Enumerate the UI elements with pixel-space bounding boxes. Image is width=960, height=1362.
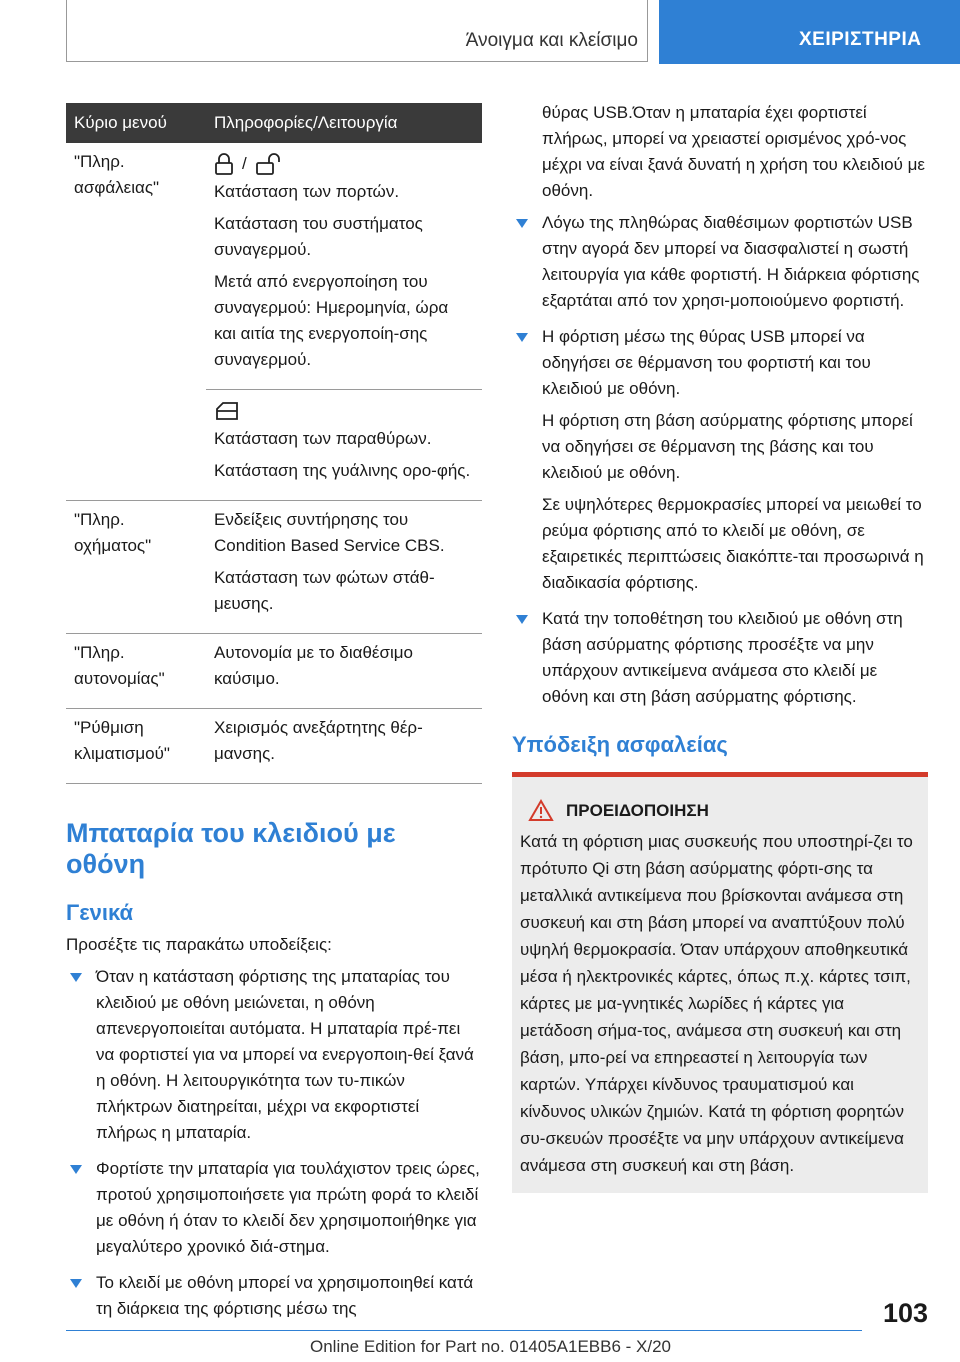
table-cell-menu: "Πληρ. ασφάλειας": [66, 143, 206, 501]
list-item: Το κλειδί με οθόνη μπορεί να χρησιμοποιηθεί κατά τη διάρκεια της φόρτισης μέσω της: [66, 1270, 482, 1322]
car-window-icon: [214, 401, 240, 421]
table-cell-menu: "Ρύθμιση κλιματισμού": [66, 709, 206, 784]
info-text: Κατάσταση των φώτων στάθ-μευσης.: [214, 568, 435, 613]
menu-table: [66, 103, 482, 784]
list-item: Η φόρτιση μέσω της θύρας USB μπορεί να οδηγήσει σε θέρμανση του φορτιστή και του κλειδιού με οθόνη. Η φόρτιση στη βάση ασύρματης φόρτισης μπορεί να οδηγήσει σε θέρμανση της βάσης και του κλειδιού με οθόνη. Σε υψηλότερες θερμοκρασίες μπορεί να μειωθεί το ρεύμα φόρτισης από το κλειδί με οθόνη, σε εξαιρετικές περιπτώσεις διακόπτε-ται προσωρινά η διαδικασία φόρτισης.: [512, 324, 928, 596]
warning-label: ΠΡΟΕΙΔΟΠΟΙΗΣΗ: [566, 801, 709, 820]
intro-text: Προσέξτε τις παρακάτω υποδείξεις:: [66, 935, 332, 954]
table-cell-info: [206, 501, 482, 634]
warning-triangle-icon: [528, 799, 554, 822]
bullet-triangle-icon: [70, 1279, 82, 1288]
table-cell-menu: "Πληρ. αυτονομίας": [66, 634, 206, 709]
info-text: Κατάσταση της γυάλινης ορο-φής.: [214, 461, 471, 480]
footer-edition: Online Edition for Part no. 01405A1EBB6 - X/20: [310, 1337, 672, 1356]
bullet-list-left: [66, 964, 482, 1322]
table-header-info: Πληροφορίες/Λειτουργία: [206, 103, 482, 143]
info-text: Αυτονομία με το διαθέσιμο καύσιμο.: [214, 643, 414, 688]
table-cell-menu: "Πληρ. οχήματος": [66, 501, 206, 634]
bullet-triangle-icon: [516, 333, 528, 342]
table-cell-info: [206, 634, 482, 709]
list-item: Φορτίστε την μπαταρία για τουλάχιστον τρεις ώρες, προτού χρησιμοποιήσετε για πρώτη φορά το κλειδί με οθόνη ή όταν το κλειδί δεν χρησιμοποιήθηκε για μεγαλύτερο χρονικό διά-στημα.: [66, 1156, 482, 1260]
footer-divider: [66, 1330, 862, 1331]
warning-box: [512, 772, 928, 1193]
chapter-tab[interactable]: [659, 0, 960, 64]
warning-header: [528, 797, 920, 824]
bullet-triangle-icon: [70, 1165, 82, 1174]
list-item: Όταν η κατάσταση φόρτισης της μπαταρίας του κλειδιού με οθόνη μειώνεται, η οθόνη απενεργοποιείται αυτόματα. Η μπαταρία πρέ-πει να φορτιστεί για να μπορεί να ενεργοποιη-θεί ξανά η οθόνη. Η λειτουργικότητα των τυ-πικών πλήκτρων διατηρείται, μέχρι να εκφορτιστεί πλήρως η μπαταρία.: [66, 964, 482, 1146]
safety-title: Υπόδειξη ασφαλείας: [512, 732, 728, 757]
left-column: [66, 103, 482, 1332]
lock-icons: [214, 149, 474, 179]
bullet-triangle-icon: [516, 615, 528, 624]
info-text: Κατάσταση του συστήματος συναγερμού.: [214, 214, 423, 259]
bullet-triangle-icon: [516, 219, 528, 228]
lock-open-icon: [255, 153, 281, 175]
continuation-text: θύρας USB.Όταν η μπαταρία έχει φορτιστεί πλήρως, μπορεί να χρειαστεί ορισμένος χρό-νος μέχρι να είναι ξανά δυνατή η χρήση του κλειδιού με οθόνη.: [542, 103, 926, 200]
section-subtitle: Γενικά: [66, 900, 134, 925]
table-cell-info: [206, 143, 482, 390]
section-header-title: Άνοιγμα και κλείσιμο: [465, 30, 638, 51]
lock-closed-icon: [214, 153, 234, 175]
warning-text: Κατά τη φόρτιση μιας συσκευής που υποστηρί-ζει το πρότυπο Qi στη βάση ασύρματης φόρτι-σης τα μεταλλικά αντικείμενα που βρίσκονται ανάμεσα στη συσκευή και στη βάση μπορεί να αναπτύξουν πολύ υψηλή θερμοκρασία. Όταν υπάρχουν αποθηκευτικά μέσα ή ηλεκτρονικές κάρτες, όπως π.χ. κάρτες τσιπ, κάρτες με μα-γνητικές λωρίδες ή κάρτες για μετάδοση σήμα-τος, ανάμεσα στη συσκευή και στη βάση, μπο-ρεί να επηρεαστεί η λειτουργία των καρτών. Υπάρχει κίνδυνος τραυματισμού και κίνδυνος υλικών ζημιών. Κατά τη φόρτιση φορητών συ-σκευών προσέξτε να μην υπάρχουν αντικείμενα ανάμεσα στη συσκευή και στη βάση.: [520, 832, 913, 1175]
window-icon-line: [214, 396, 474, 426]
table-header-menu: Κύριο μενού: [66, 103, 206, 143]
table-cell-info: [206, 709, 482, 784]
section-title: Μπαταρία του κλειδιού με οθόνη: [66, 818, 396, 879]
page-number: 103: [882, 1298, 928, 1328]
bullet-list-right: [512, 210, 928, 710]
bullet-triangle-icon: [70, 973, 82, 982]
info-text: Κατάσταση των πορτών.: [214, 182, 400, 201]
icon-separator: /: [242, 154, 247, 173]
right-column: [512, 96, 928, 1193]
list-item: Κατά την τοποθέτηση του κλειδιού με οθόνη στη βάση ασύρματης φόρτισης προσέξτε να μην υπάρχουν αντικείμενα ανάμεσα στο κλειδί με οθόνη και στη βάση ασύρματης φόρτισης.: [512, 606, 928, 710]
list-item: Λόγω της πληθώρας διαθέσιμων φορτιστών USB στην αγορά δεν μπορεί να διασφαλιστεί η σωστή λειτουργία για κάθε φορτιστή. Η διάρκεια φόρτισης εξαρτάται από τον χρησι-μοποιούμενο φορτιστή.: [512, 210, 928, 314]
chapter-tab-label: ΧΕΙΡΙΣΤΗΡΙΑ: [799, 29, 922, 50]
info-text: Ενδείξεις συντήρησης του Condition Based Service CBS.: [214, 510, 445, 555]
info-text: Χειρισμός ανεξάρτητης θέρ-μανσης.: [214, 718, 423, 763]
info-text: Μετά από ενεργοποίηση του συναγερμού: Ημερομηνία, ώρα και αιτία της ενεργοποίη-σης συναγερμού.: [214, 272, 449, 369]
table-cell-info: [206, 390, 482, 501]
info-text: Κατάσταση των παραθύρων.: [214, 429, 432, 448]
